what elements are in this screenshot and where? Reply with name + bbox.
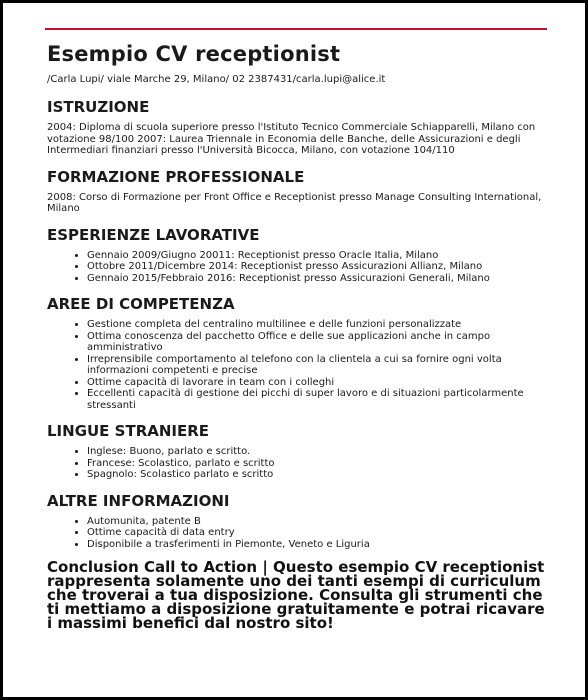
list-item: • Francese: Scolastico, parlato e scritto <box>87 458 547 470</box>
section-text: 2004: Diploma di scuola superiore presso l'Istituto Tecnico Commerciale Schiapparelli, Milano con votazione 98/100 2007: Laurea Triennale in Economia delle Banche, delle Assicurazioni e degli Intermediari finanziari presso l'Università Bicocca, Milano, con votazione 104/110 <box>47 122 536 156</box>
section-altre <box>47 492 547 551</box>
section-heading: ISTRUZIONE <box>47 98 150 116</box>
accent-rule <box>45 28 547 30</box>
list-item: • Gestione completa del centralino multilinee e delle funzioni personalizzate <box>87 319 547 331</box>
cv-title: Esempio CV receptionist <box>47 42 341 66</box>
list-item: • Ottima conoscenza del pacchetto Office e delle sue applicazioni anche in campo amministrativo <box>87 331 547 354</box>
list-item: • Eccellenti capacità di gestione dei picchi di super lavoro e di situazioni particolarmente stressanti <box>87 388 547 411</box>
bullet-list <box>47 250 547 285</box>
section-esperienze <box>47 226 547 285</box>
list-item: • Gennaio 2009/Giugno 20011: Receptionist presso Oracle Italia, Milano <box>87 250 547 262</box>
section-competenze <box>47 295 547 411</box>
contact-line: /Carla Lupi/ viale Marche 29, Milano/ 02 2387431/carla.lupi@alice.it <box>47 74 386 85</box>
bullet-list <box>47 446 547 481</box>
section-heading: ALTRE INFORMAZIONI <box>47 491 230 510</box>
section-heading: ESPERIENZE LAVORATIVE <box>47 225 260 244</box>
cv-content <box>47 41 547 630</box>
list-item: • Ottime capacità di lavorare in team con i colleghi <box>87 377 547 389</box>
list-item: • Ottime capacità di data entry <box>87 527 547 539</box>
list-item: • Inglese: Buono, parlato e scritto. <box>87 446 547 458</box>
section-heading: LINGUE STRANIERE <box>47 422 210 440</box>
section-istruzione <box>47 98 547 157</box>
section-formazione <box>47 168 547 215</box>
list-item: • Spagnolo: Scolastico parlato e scritto <box>87 469 547 481</box>
bullet-list <box>47 319 547 411</box>
section-text: 2008: Corso di Formazione per Front Office e Receptionist presso Manage Consulting International, Milano <box>47 191 542 214</box>
section-lingue <box>47 422 547 481</box>
section-heading: FORMAZIONE PROFESSIONALE <box>47 167 305 186</box>
list-item: • Automunita, patente B <box>87 516 547 528</box>
bullet-list <box>47 516 547 551</box>
call-to-action: Conclusion Call to Action | Questo esempio CV receptionist rappresenta solamente uno dei tanti esempi di curriculum che troverai a tua disposizione. Consulta gli strumenti che ti mettiamo a disposizione gratuitamente e potrai ricavare i massimi benefici dal nostro sito! <box>47 558 545 632</box>
list-item: • Ottobre 2011/Dicembre 2014: Receptionist presso Assicurazioni Allianz, Milano <box>87 261 547 273</box>
list-item: • Disponibile a trasferimenti in Piemonte, Veneto e Liguria <box>87 539 547 551</box>
section-heading: AREE DI COMPETENZA <box>47 295 235 313</box>
list-item: • Gennaio 2015/Febbraio 2016: Receptionist presso Assicurazioni Generali, Milano <box>87 273 547 285</box>
list-item: • Irreprensibile comportamento al telefono con la clientela a cui sa fornire ogni volta informazioni competenti e precise <box>87 354 547 377</box>
